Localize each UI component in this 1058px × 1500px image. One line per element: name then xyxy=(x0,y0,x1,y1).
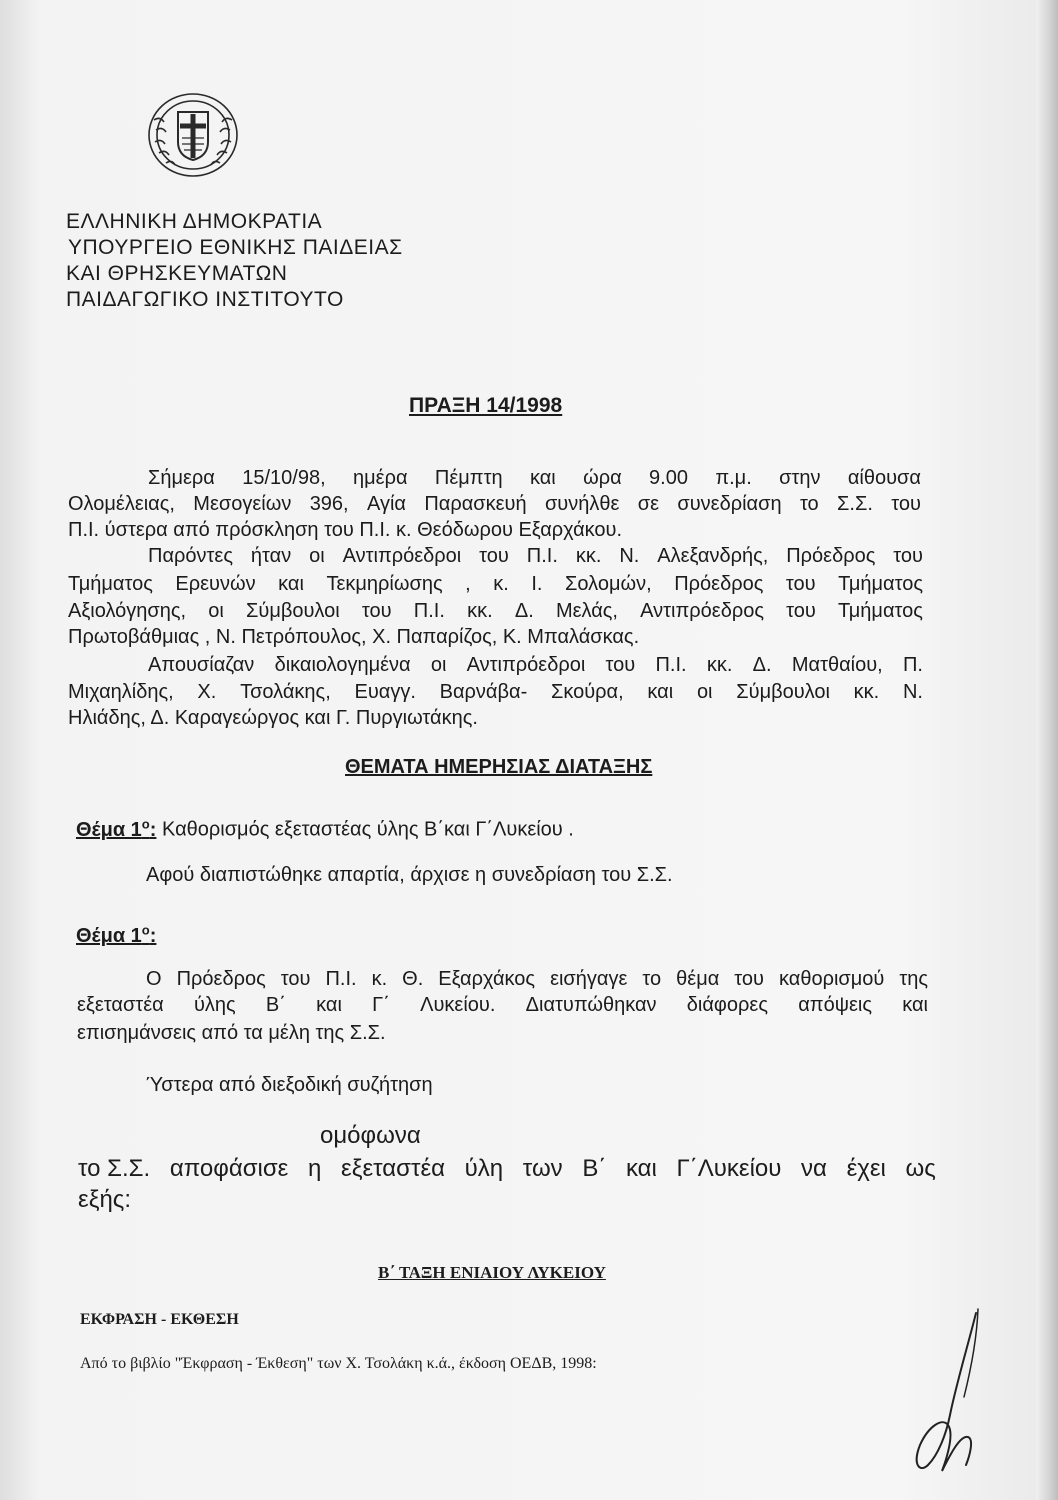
book-reference: Από το βιβλίο "Έκφραση - Έκθεση" των Χ. Τσολάκη κ.ά., έκδοση ΟΕΔΒ, 1998: xyxy=(80,1355,597,1372)
intro-line-2: Ολομέλειας, Μεσογείων 396, Αγία Παρασκευή συνήλθε σε συνεδρίαση το Σ.Σ. του xyxy=(68,493,921,515)
present-line-3: Αξιολόγησης, οι Σύμβουλοι του Π.Ι. κκ. Δ. Μελάς, Αντιπρόεδρος του Τμήματος xyxy=(68,600,923,622)
unanimous-text: ομόφωνα xyxy=(320,1122,421,1149)
header-ministry: ΥΠΟΥΡΓΕΙΟ ΕΘΝΙΚΗΣ ΠΑΙΔΕΙΑΣ xyxy=(68,236,403,259)
intro-line-1: Σήμερα 15/10/98, ημέρα Πέμπτη και ώρα 9.00 π.μ. στην αίθουσα xyxy=(148,467,921,489)
class-title: Β΄ ΤΑΞΗ ΕΝΙΑΙΟΥ ΛΥΚΕΙΟΥ xyxy=(378,1263,606,1282)
handwritten-signature xyxy=(898,1305,998,1485)
decision-line-2: εξής: xyxy=(78,1186,132,1213)
discussion-line-3: επισημάνσεις από τα μέλη της Σ.Σ. xyxy=(77,1022,386,1044)
intro-line-3: Π.Ι. ύστερα από πρόσκληση του Π.Ι. κ. Θεόδωρου Εξαρχάκου. xyxy=(68,519,623,541)
decision-line-1: το Σ.Σ. αποφάσισε η εξεταστέα ύλη των Β΄ και Γ΄Λυκείου να έχει ως xyxy=(78,1155,936,1182)
header-institute: ΠΑΙΔΑΓΩΓΙΚΟ ΙΝΣΤΙΤΟΥΤΟ xyxy=(66,288,344,311)
present-line-1: Παρόντες ήταν οι Αντιπρόεδροι του Π.Ι. κκ. Ν. Αλεξανδρής, Πρόεδρος του xyxy=(148,545,923,567)
quorum-text: Αφού διαπιστώθηκε απαρτία, άρχισε η συνεδρίαση του Σ.Σ. xyxy=(146,864,673,886)
topic-1-label: Θέμα $1^o$: xyxy=(76,816,157,841)
discussion-line-1: Ο Πρόεδρος του Π.Ι. κ. Θ. Εξαρχάκος εισήγαγε το θέμα του καθορισμού της xyxy=(146,968,928,990)
absent-line-2: Μιχαηλίδης, Χ. Τσολάκης, Ευαγγ. Βαρνάβα- Σκούρα, και οι Σύμβουλοι κκ. Ν. xyxy=(68,681,923,703)
greek-coat-of-arms-icon xyxy=(144,90,242,180)
topic-1-text: Καθορισμός εξεταστέας ύλης Β΄και Γ΄Λυκείου . xyxy=(161,818,574,841)
subject-heading: ΕΚΦΡΑΣΗ - ΕΚΘΕΣΗ xyxy=(80,1311,239,1328)
header-ministry-cont: ΚΑΙ ΘΡΗΣΚΕΥΜΑΤΩΝ xyxy=(66,262,288,285)
present-line-2: Τμήματος Ερευνών και Τεκμηρίωσης , κ. Ι. Σολομών, Πρόεδρος του Τμήματος xyxy=(68,573,923,595)
discussion-line-2: εξεταστέα ύλης Β΄ και Γ΄ Λυκείου. Διατυπώθηκαν διάφορες απόψεις και xyxy=(77,994,928,1016)
topic-1b-heading: Θέμα $1^o$: xyxy=(76,922,157,947)
agenda-title: ΘΕΜΑΤΑ ΗΜΕΡΗΣΙΑΣ ΔΙΑΤΑΞΗΣ xyxy=(345,756,653,778)
absent-line-1: Απουσίαζαν δικαιολογημένα οι Αντιπρόεδροι του Π.Ι. κκ. Δ. Ματθαίου, Π. xyxy=(148,654,923,676)
after-discussion-text: Ύστερα από διεξοδική συζήτηση xyxy=(146,1074,433,1096)
present-line-4: Πρωτοβάθμιας , Ν. Πετρόπουλος, Χ. Παπαρίζος, Κ. Μπαλάσκας. xyxy=(68,626,640,648)
page-edge-shadow xyxy=(1036,0,1058,1500)
topic-1-heading xyxy=(76,811,574,843)
document-title: ΠΡΑΞΗ 14/1998 xyxy=(409,394,563,417)
header-country: ΕΛΛΗΝΙΚΗ ΔΗΜΟΚΡΑΤΙΑ xyxy=(66,210,323,233)
absent-line-3: Ηλιάδης, Δ. Καραγεώργος και Γ. Πυργιωτάκης. xyxy=(68,707,478,729)
